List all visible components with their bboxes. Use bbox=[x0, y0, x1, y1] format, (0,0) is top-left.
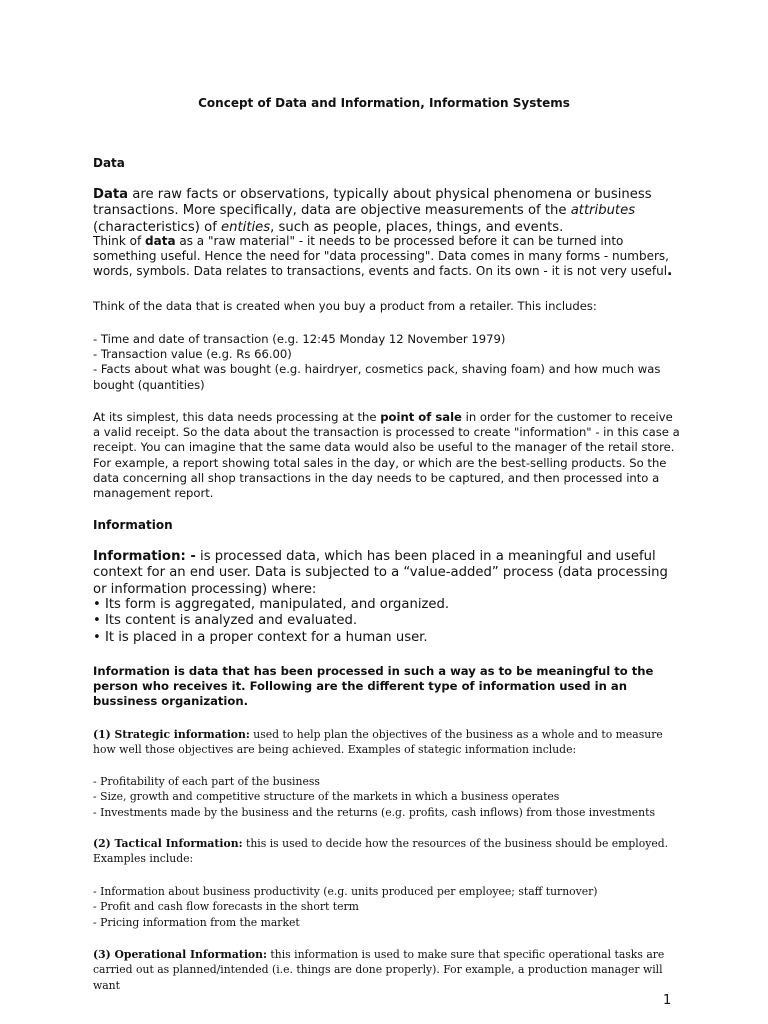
data-term: Data bbox=[93, 187, 129, 202]
retailer-intro: Think of the data that is created when you buy a product from a retailer. This includes: bbox=[93, 299, 597, 313]
information-definition bbox=[93, 549, 681, 598]
retailer-list bbox=[93, 332, 681, 393]
operational-label: (3) Operational Information: bbox=[93, 948, 267, 961]
strategic-label: (1) Strategic information: bbox=[93, 728, 250, 741]
data-think-term: data bbox=[145, 234, 176, 248]
pos-post: in order for the customer to receive a valid receipt. So the data about the transaction is processed to create "information" - in this case a receipt. You can imagine that the same data would also be useful to the manager of the retail store. For example, a report showing total sales in the day, or which are the best-selling products. So the data concerning all shop transactions in the day needs to be captured, and then processed into a management report. bbox=[93, 410, 680, 501]
tactical-text: this is used to decide how the resources of the business should be employed. Examples include: bbox=[93, 837, 669, 866]
document-title: Concept of Data and Information, Information Systems bbox=[198, 96, 570, 110]
list-item: • Its form is aggregated, manipulated, and organized. bbox=[93, 597, 450, 612]
information-heading: Information bbox=[93, 518, 173, 532]
tactical-paragraph bbox=[93, 836, 681, 867]
information-bullets bbox=[93, 597, 681, 646]
tactical-label: (2) Tactical Information: bbox=[93, 837, 243, 850]
pos-bold: point of sale bbox=[380, 410, 462, 424]
list-item: - Facts about what was bought (e.g. hairdryer, cosmetics pack, shaving foam) and how much was bought (quantities) bbox=[93, 362, 661, 392]
operational-paragraph bbox=[93, 947, 681, 993]
entities-term: entities bbox=[221, 219, 271, 235]
list-item: - Pricing information from the market bbox=[93, 915, 300, 929]
data-heading: Data bbox=[93, 156, 125, 170]
data-think-post: as a "raw material" - it needs to be processed before it can be turned into something useful. Hence the need for "data processing". Data comes in many forms - numbers, words, symbols. Data relates to transactions, events and facts. On its own - it is not very useful bbox=[93, 234, 669, 279]
strategic-paragraph bbox=[93, 727, 681, 758]
pos-pre: At its simplest, this data needs processing at the bbox=[93, 410, 381, 424]
list-item: - Information about business productivity (e.g. units produced per employee; staff turnover) bbox=[93, 885, 598, 898]
list-item: - Investments made by the business and the returns (e.g. profits, cash inflows) from those investments bbox=[93, 805, 656, 819]
list-item: - Transaction value (e.g. Rs 66.00) bbox=[93, 347, 292, 362]
strategic-text: used to help plan the objectives of the business as a whole and to measure how well those objectives are being achieved. Examples of stategic information include: bbox=[93, 728, 663, 757]
data-definition bbox=[93, 187, 681, 236]
data-def-text3: , such as people, places, things, and events. bbox=[270, 219, 564, 235]
list-item: - Profit and cash flow forecasts in the short term bbox=[93, 900, 359, 914]
information-bold-paragraph: Information is data that has been processed in such a way as to be meaningful to the person who receives it. Following are the different type of information used in an bussiness organization. bbox=[93, 664, 654, 709]
list-item: • It is placed in a proper context for a human user. bbox=[93, 629, 428, 645]
data-think-paragraph bbox=[93, 234, 681, 280]
information-term: Information: - bbox=[93, 549, 196, 564]
list-item: - Time and date of transaction (e.g. 12:45 Monday 12 November 1979) bbox=[93, 332, 506, 346]
operational-text: this information is used to make sure that specific operational tasks are carried out as planned/intended (i.e. things are done properly). For example, a production manager will want bbox=[93, 948, 665, 992]
page-number: 1 bbox=[663, 993, 672, 1008]
data-def-text1: are raw facts or observations, typically about physical phenomena or business transactions. More specifically, data are objective measurements of the bbox=[93, 187, 652, 219]
information-def-text: is processed data, which has been placed in a meaningful and useful context for an end user. Data is subjected to a “value-added” process (data processing or information processing) where: bbox=[93, 549, 668, 597]
data-def-text2: (characteristics) of bbox=[93, 219, 222, 235]
tactical-list bbox=[93, 884, 681, 930]
attributes-term: attributes bbox=[570, 203, 636, 219]
list-item: - Profitability of each part of the business bbox=[93, 775, 320, 788]
list-item: • Its content is analyzed and evaluated. bbox=[93, 613, 358, 629]
data-think-pre: Think of bbox=[93, 234, 146, 248]
data-think-period: . bbox=[667, 263, 673, 280]
point-of-sale-paragraph bbox=[93, 410, 681, 501]
list-item: - Size, growth and competitive structure of the markets in which a business operates bbox=[93, 790, 560, 804]
strategic-list bbox=[93, 774, 681, 820]
